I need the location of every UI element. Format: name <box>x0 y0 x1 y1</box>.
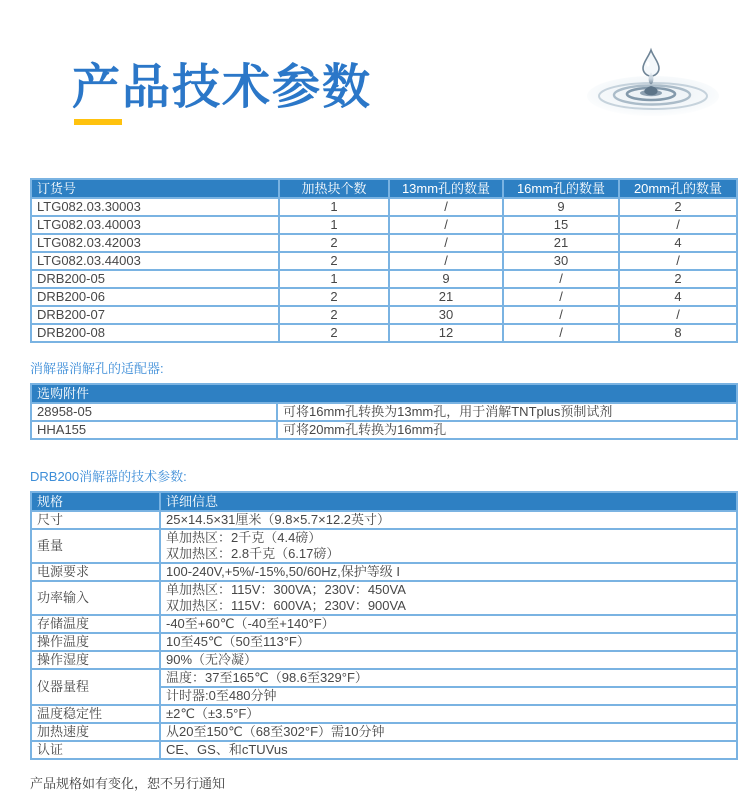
spec-value-cell: 温度：37至165℃（98.6至329°F） <box>160 669 737 687</box>
table-row <box>31 615 737 633</box>
column-header-optional-accessories: 选购附件 <box>31 384 737 403</box>
table-row <box>31 403 737 421</box>
table-row <box>31 705 737 723</box>
spec-value-cell <box>160 705 737 723</box>
value-cell: 15 <box>503 216 619 234</box>
table-row <box>31 421 737 439</box>
value-cell: / <box>389 216 503 234</box>
table-row <box>31 288 737 306</box>
description-cell: 可将16mm孔转换为13mm孔，用于消解TNTplus预制试剂 <box>277 403 737 421</box>
column-header-order-number: 订货号 <box>31 179 279 198</box>
spec-value-cell <box>160 581 737 615</box>
value-cell: / <box>619 216 737 234</box>
value-cell: / <box>503 306 619 324</box>
value-cell: 30 <box>503 252 619 270</box>
value-cell: / <box>619 306 737 324</box>
spec-value-line: 双加热区：115V：600VA；230V：900VA <box>166 598 406 613</box>
spec-value-cell <box>160 723 737 741</box>
value-cell: 2 <box>619 270 737 288</box>
value-cell: / <box>389 234 503 252</box>
water-droplet-image <box>585 26 725 126</box>
value-cell: 2 <box>279 252 389 270</box>
part-number-cell: 28958-05 <box>31 403 277 421</box>
spec-value-line: 10至45℃（50至113°F） <box>166 634 310 649</box>
order-number-cell: DRB200-05 <box>31 270 279 288</box>
table-row <box>31 324 737 342</box>
column-header-heating-blocks: 加热块个数 <box>279 179 389 198</box>
table-row <box>31 511 737 529</box>
value-cell: 12 <box>389 324 503 342</box>
accessories-table-header-row <box>31 384 737 403</box>
spec-value-line: CE、GS、和cTUVus <box>166 742 288 757</box>
order-number-cell: LTG082.03.42003 <box>31 234 279 252</box>
value-cell: / <box>619 252 737 270</box>
description-cell: 可将20mm孔转换为16mm孔 <box>277 421 737 439</box>
spec-name-cell: 加热速度 <box>31 723 160 741</box>
value-cell: 4 <box>619 288 737 306</box>
spec-name-cell: 重量 <box>31 529 160 563</box>
specs-section-label: DRB200消解器的技术参数: <box>30 469 187 484</box>
value-cell: 21 <box>503 234 619 252</box>
table-row <box>31 563 737 581</box>
value-cell: 2 <box>279 306 389 324</box>
adapter-section-label: 消解器消解孔的适配器: <box>30 361 164 376</box>
spec-value-cell <box>160 615 737 633</box>
value-cell: 2 <box>279 288 389 306</box>
part-number-cell: HHA155 <box>31 421 277 439</box>
order-number-cell: LTG082.03.44003 <box>31 252 279 270</box>
value-cell: 2 <box>279 324 389 342</box>
value-cell: 2 <box>279 234 389 252</box>
column-header-spec: 规格 <box>31 492 160 511</box>
spec-value-line: -40至+60℃（-40至+140°F） <box>166 616 335 631</box>
value-cell: 4 <box>619 234 737 252</box>
value-cell: 9 <box>389 270 503 288</box>
table-row <box>31 741 737 759</box>
table-row <box>31 669 737 687</box>
value-cell: / <box>389 252 503 270</box>
page-header <box>0 0 754 178</box>
spec-value-line: ±2℃（±3.5°F） <box>166 706 260 721</box>
value-cell: / <box>389 198 503 216</box>
column-header-20mm-wells: 20mm孔的数量 <box>619 179 737 198</box>
order-number-cell: LTG082.03.30003 <box>31 198 279 216</box>
value-cell: 1 <box>279 198 389 216</box>
value-cell: 2 <box>619 198 737 216</box>
accessories-table <box>30 383 738 440</box>
value-cell: 1 <box>279 270 389 288</box>
value-cell: / <box>503 288 619 306</box>
spec-value-line: 90%（无冷凝） <box>166 652 258 667</box>
content <box>0 178 754 792</box>
table-row <box>31 234 737 252</box>
spec-value-line: 100-240V,+5%/-15%,50/60Hz,保护等级 I <box>166 564 401 579</box>
value-cell: 9 <box>503 198 619 216</box>
table-row <box>31 723 737 741</box>
column-header-13mm-wells: 13mm孔的数量 <box>389 179 503 198</box>
value-cell: 1 <box>279 216 389 234</box>
specs-table <box>30 491 738 760</box>
orders-table-header-row <box>31 179 737 198</box>
column-header-16mm-wells: 16mm孔的数量 <box>503 179 619 198</box>
title-accent-bar <box>74 119 122 125</box>
orders-table <box>30 178 738 343</box>
table-row <box>31 198 737 216</box>
specs-table-header-row <box>31 492 737 511</box>
spec-value-cell <box>160 511 737 529</box>
spec-name-cell: 操作湿度 <box>31 651 160 669</box>
table-row <box>31 216 737 234</box>
order-number-cell: DRB200-06 <box>31 288 279 306</box>
spec-value-cell <box>160 563 737 581</box>
spec-name-cell: 功率输入 <box>31 581 160 615</box>
spec-value-line: 25×14.5×31厘米（9.8×5.7×12.2英寸） <box>166 512 391 527</box>
table-row <box>31 270 737 288</box>
column-header-details: 详细信息 <box>160 492 737 511</box>
order-number-cell: DRB200-07 <box>31 306 279 324</box>
spec-name-cell: 认证 <box>31 741 160 759</box>
spec-value-line: 双加热区：2.8千克（6.17磅） <box>166 546 340 561</box>
spec-name-cell: 温度稳定性 <box>31 705 160 723</box>
spec-name-cell: 操作温度 <box>31 633 160 651</box>
spec-value-line: 单加热区：2千克（4.4磅） <box>166 530 322 545</box>
page-title: 产品技术参数 <box>72 61 373 114</box>
spec-name-cell: 电源要求 <box>31 563 160 581</box>
footer-note: 产品规格如有变化，恕不另行通知 <box>30 776 226 791</box>
spec-name-cell: 存储温度 <box>31 615 160 633</box>
value-cell: 30 <box>389 306 503 324</box>
spec-value-cell: 计时器:0至480分钟 <box>160 687 737 705</box>
table-row <box>31 651 737 669</box>
table-row <box>31 306 737 324</box>
table-row <box>31 529 737 563</box>
order-number-cell: LTG082.03.40003 <box>31 216 279 234</box>
spec-value-cell <box>160 529 737 563</box>
value-cell: 8 <box>619 324 737 342</box>
value-cell: 21 <box>389 288 503 306</box>
value-cell: / <box>503 270 619 288</box>
spec-name-cell: 仪器量程 <box>31 669 160 705</box>
spec-value-cell <box>160 651 737 669</box>
spec-value-line: 从20至150℃（68至302°F）需10分钟 <box>166 724 385 739</box>
spec-name-cell: 尺寸 <box>31 511 160 529</box>
spec-value-line: 单加热区：115V：300VA；230V：450VA <box>166 582 406 597</box>
spec-value-cell <box>160 633 737 651</box>
table-row <box>31 581 737 615</box>
order-number-cell: DRB200-08 <box>31 324 279 342</box>
value-cell: / <box>503 324 619 342</box>
table-row <box>31 252 737 270</box>
table-row <box>31 633 737 651</box>
spec-value-cell <box>160 741 737 759</box>
